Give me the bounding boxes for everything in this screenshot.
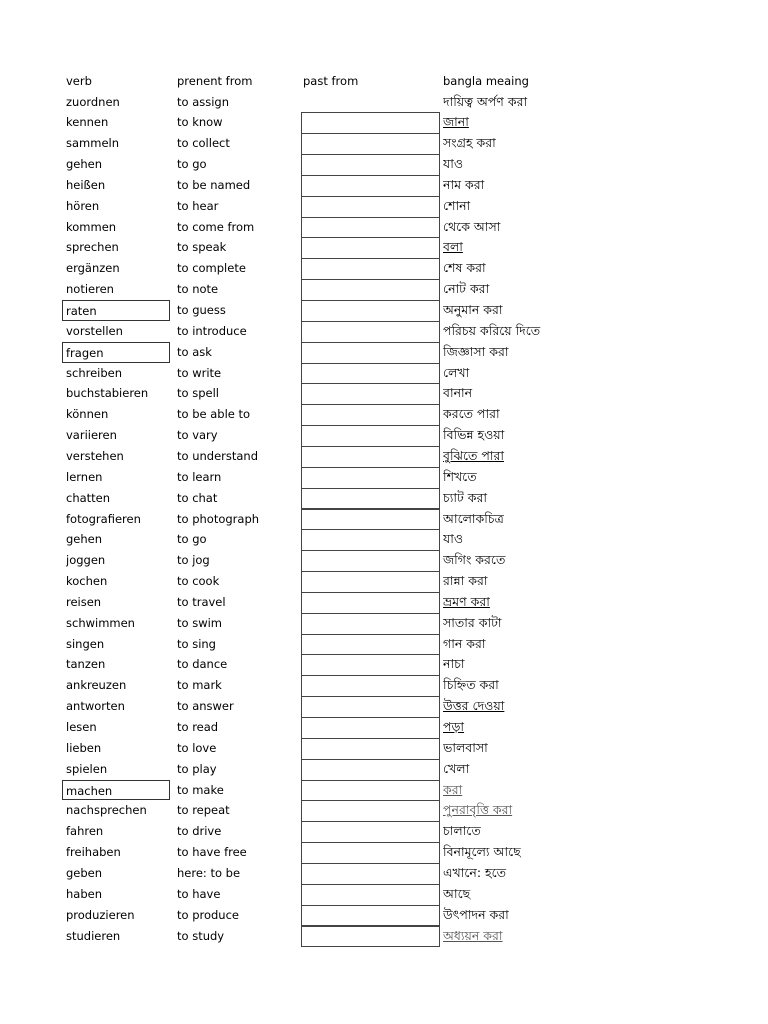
- past-form-input-box[interactable]: [301, 926, 440, 948]
- bangla-meaning-cell: উৎপাদন করা: [443, 906, 509, 922]
- bangla-meaning-cell: চ্যাট করা: [443, 489, 488, 505]
- bangla-meaning-cell: সাতার কাটা: [443, 614, 502, 630]
- verb-cell: joggen: [66, 553, 106, 568]
- table-row: [0, 321, 768, 342]
- table-row: [0, 738, 768, 759]
- table-row: [0, 404, 768, 425]
- table-row: [0, 717, 768, 738]
- bangla-meaning-cell: বিনামূল্যে আছে: [443, 844, 521, 860]
- bangla-meaning-cell: যাও: [443, 531, 464, 547]
- table-row: [0, 300, 768, 321]
- past-form-input-box[interactable]: [301, 696, 440, 718]
- present-form-cell: to assign: [177, 94, 230, 109]
- bangla-meaning-cell: দায়িত্ব অর্পণ করা: [443, 93, 528, 109]
- header-verb: verb: [66, 74, 92, 88]
- verb-cell: ergänzen: [66, 261, 120, 276]
- verb-cell: haben: [66, 886, 102, 901]
- table-row: [0, 634, 768, 655]
- table-row: [0, 759, 768, 780]
- past-form-input-box[interactable]: [301, 342, 440, 364]
- bangla-meaning-cell: শেষ করা: [443, 260, 486, 276]
- past-form-input-box[interactable]: [301, 112, 440, 134]
- table-row: [0, 842, 768, 863]
- table-row: [0, 363, 768, 384]
- bangla-meaning-cell: ভালবাসা: [443, 739, 488, 755]
- table-row: [0, 237, 768, 258]
- present-form-cell: to go: [177, 157, 207, 172]
- present-form-cell: to play: [177, 761, 217, 776]
- verb-cell: raten: [62, 300, 170, 321]
- present-form-cell: to know: [177, 115, 223, 130]
- bangla-meaning-cell: করা: [443, 781, 463, 797]
- past-form-input-box[interactable]: [301, 905, 440, 927]
- verb-cell: gehen: [66, 157, 103, 172]
- table-row: [0, 780, 768, 801]
- table-row: [0, 509, 768, 530]
- verb-cell: studieren: [66, 928, 121, 943]
- table-row: [0, 905, 768, 926]
- table-row: [0, 342, 768, 363]
- table-row: [0, 92, 768, 113]
- bangla-meaning-cell: বিভিন্ন হওয়া: [443, 427, 505, 443]
- bangla-meaning-cell: অনুমান করা: [443, 302, 503, 317]
- past-form-input-box[interactable]: [301, 488, 440, 510]
- present-form-cell: to note: [177, 282, 219, 297]
- present-form-cell: to repeat: [177, 803, 230, 818]
- present-form-cell: to come from: [177, 219, 255, 234]
- bangla-meaning-cell: শোনা: [443, 197, 471, 213]
- present-form-cell: to guess: [177, 303, 226, 317]
- past-form-input-box[interactable]: [301, 258, 440, 280]
- bangla-meaning-cell: জগিং করতে: [443, 552, 506, 568]
- table-row: [0, 488, 768, 509]
- table-row: [0, 196, 768, 217]
- past-form-input-box[interactable]: [301, 654, 440, 676]
- present-form-cell: here: to be: [177, 865, 241, 880]
- table-row: [0, 258, 768, 279]
- table-row: [0, 863, 768, 884]
- present-form-cell: to produce: [177, 907, 239, 922]
- past-form-input-box[interactable]: [301, 675, 440, 697]
- bangla-meaning-cell: পুনরাবৃত্তি করা: [443, 802, 513, 818]
- present-form-cell: to learn: [177, 469, 222, 484]
- past-form-input-box[interactable]: [301, 321, 440, 343]
- verb-cell: können: [66, 407, 109, 422]
- past-form-input-box[interactable]: [301, 237, 440, 259]
- verb-cell: zuordnen: [66, 94, 120, 109]
- past-form-input-box[interactable]: [301, 175, 440, 197]
- present-form-cell: to have: [177, 886, 221, 901]
- verb-cell: lesen: [66, 720, 97, 734]
- bangla-meaning-cell: চিহ্নিত করা: [443, 677, 499, 693]
- past-form-input-box[interactable]: [301, 613, 440, 635]
- past-form-input-box[interactable]: [301, 738, 440, 760]
- present-form-cell: to spell: [177, 386, 219, 401]
- bangla-meaning-cell: সংগ্রহ করা: [443, 135, 496, 151]
- present-form-cell: to have free: [177, 845, 247, 860]
- present-form-cell: to cook: [177, 574, 220, 589]
- past-form-input-box[interactable]: [301, 634, 440, 656]
- bangla-meaning-cell: পড়া: [443, 719, 465, 734]
- past-form-input-box[interactable]: [301, 863, 440, 885]
- bangla-meaning-cell: রান্না করা: [443, 573, 488, 589]
- verb-cell: vorstellen: [66, 323, 123, 338]
- bangla-meaning-cell: লেখা: [443, 364, 470, 380]
- verb-cell: schreiben: [66, 365, 123, 380]
- present-form-cell: to be able to: [177, 407, 251, 422]
- present-form-cell: to vary: [177, 428, 218, 443]
- verb-cell: singen: [66, 636, 105, 651]
- bangla-meaning-cell: আলোকচিত্র: [443, 510, 504, 526]
- header-past: past from: [303, 74, 359, 88]
- header-row: [0, 71, 768, 92]
- table-row: [0, 800, 768, 821]
- verb-cell: kochen: [66, 574, 108, 589]
- present-form-cell: to make: [177, 782, 224, 797]
- verb-cell: geben: [66, 865, 103, 880]
- present-form-cell: to mark: [177, 678, 222, 693]
- bangla-meaning-cell: জিজ্ঞাসা করা: [443, 343, 509, 359]
- present-form-cell: to dance: [177, 657, 228, 672]
- verb-cell: schwimmen: [66, 615, 135, 630]
- bangla-meaning-cell: পরিচয় করিয়ে দিতে: [443, 322, 541, 338]
- table-row: [0, 425, 768, 446]
- verb-cell: variieren: [66, 428, 117, 443]
- present-form-cell: to hear: [177, 198, 219, 213]
- past-form-input-box[interactable]: [301, 842, 440, 864]
- bangla-meaning-cell: নাচা: [443, 656, 465, 672]
- past-form-input-box[interactable]: [301, 780, 440, 802]
- verb-cell: lernen: [66, 469, 103, 484]
- bangla-meaning-cell: এখানে: হতে: [443, 864, 506, 880]
- table-row: [0, 133, 768, 154]
- verb-cell: chatten: [66, 490, 111, 505]
- bangla-meaning-cell: খেলা: [443, 760, 470, 776]
- present-form-cell: to collect: [177, 136, 230, 151]
- table-row: [0, 279, 768, 300]
- table-row: [0, 217, 768, 238]
- table-row: [0, 550, 768, 571]
- present-form-cell: to introduce: [177, 323, 247, 338]
- bangla-meaning-cell: অধ্যয়ন করা: [443, 927, 503, 943]
- verb-cell: gehen: [66, 532, 103, 547]
- present-form-cell: to go: [177, 532, 207, 547]
- past-form-input-box[interactable]: [301, 196, 440, 218]
- table-row: [0, 675, 768, 696]
- past-form-input-box[interactable]: [301, 529, 440, 551]
- verb-cell: kennen: [66, 115, 109, 130]
- verb-cell: fotografieren: [66, 511, 141, 526]
- table-row: [0, 112, 768, 133]
- table-row: [0, 821, 768, 842]
- table-row: [0, 696, 768, 717]
- table-row: [0, 884, 768, 905]
- past-form-input-box[interactable]: [301, 550, 440, 572]
- bangla-meaning-cell: বানান: [443, 385, 473, 401]
- bangla-meaning-cell: শিখতে: [443, 468, 477, 484]
- past-form-input-box[interactable]: [301, 363, 440, 385]
- past-form-input-box[interactable]: [301, 425, 440, 447]
- table-row: [0, 446, 768, 467]
- past-form-input-box[interactable]: [301, 217, 440, 239]
- present-form-cell: to sing: [177, 636, 216, 651]
- bangla-meaning-cell: গান করা: [443, 635, 486, 651]
- header-present: prenent from: [177, 74, 253, 88]
- verb-cell: verstehen: [66, 448, 124, 463]
- bangla-meaning-cell: করতে পারা: [443, 406, 500, 422]
- verb-cell: ankreuzen: [66, 678, 127, 693]
- present-form-cell: to answer: [177, 699, 234, 714]
- present-form-cell: to complete: [177, 261, 246, 276]
- past-form-input-box[interactable]: [301, 279, 440, 301]
- past-form-input-box[interactable]: [301, 800, 440, 822]
- present-form-cell: to jog: [177, 553, 210, 568]
- header-bangla: bangla meaing: [443, 74, 529, 88]
- table-row: [0, 383, 768, 404]
- verb-cell: kommen: [66, 219, 117, 234]
- verb-cell: reisen: [66, 594, 102, 609]
- present-form-cell: to travel: [177, 594, 226, 609]
- past-form-input-box[interactable]: [301, 404, 440, 426]
- present-form-cell: to ask: [177, 344, 212, 359]
- verb-cell: spielen: [66, 761, 108, 776]
- verb-cell: nachsprechen: [66, 803, 147, 818]
- present-form-cell: to chat: [177, 490, 218, 505]
- verb-cell: buchstabieren: [66, 386, 149, 401]
- table-row: [0, 613, 768, 634]
- bangla-meaning-cell: থেকে আসা: [443, 218, 501, 234]
- present-form-cell: to be named: [177, 177, 251, 192]
- verb-cell: sprechen: [66, 240, 119, 255]
- table-row: [0, 154, 768, 175]
- present-form-cell: to love: [177, 740, 217, 755]
- bangla-meaning-cell: নোট করা: [443, 281, 490, 297]
- verb-cell: heißen: [66, 177, 106, 192]
- table-row: [0, 529, 768, 550]
- present-form-cell: to study: [177, 928, 225, 943]
- verb-cell: hören: [66, 198, 100, 213]
- bangla-meaning-cell: আছে: [443, 885, 471, 901]
- past-form-input-box[interactable]: [301, 467, 440, 489]
- present-form-cell: to write: [177, 365, 222, 380]
- verb-cell: fragen: [62, 342, 170, 363]
- verb-cell: produzieren: [66, 907, 135, 922]
- table-row: [0, 926, 768, 947]
- past-form-input-box[interactable]: [301, 717, 440, 739]
- bangla-meaning-cell: ভ্রমণ করা: [443, 593, 490, 609]
- past-form-input-box[interactable]: [301, 133, 440, 155]
- bangla-meaning-cell: চালাতে: [443, 823, 481, 839]
- bangla-meaning-cell: উত্তর দেওয়া: [443, 698, 505, 714]
- bangla-meaning-cell: বুঝিতে পারা: [443, 447, 504, 463]
- past-form-input-box[interactable]: [301, 446, 440, 468]
- table-row: [0, 592, 768, 613]
- past-form-input-box[interactable]: [301, 509, 440, 531]
- table-row: [0, 467, 768, 488]
- table-row: [0, 654, 768, 675]
- verb-cell: machen: [62, 780, 170, 801]
- past-form-input-box[interactable]: [301, 884, 440, 906]
- present-form-cell: to swim: [177, 615, 222, 630]
- present-form-cell: to drive: [177, 824, 222, 839]
- past-form-input-box[interactable]: [301, 154, 440, 176]
- bangla-meaning-cell: নাম করা: [443, 176, 485, 192]
- bangla-meaning-cell: বলা: [443, 239, 463, 255]
- verb-cell: tanzen: [66, 657, 106, 672]
- past-form-input-box[interactable]: [301, 759, 440, 781]
- bangla-meaning-cell: যাও: [443, 156, 464, 172]
- present-form-cell: to understand: [177, 448, 259, 463]
- verb-cell: freihaben: [66, 845, 121, 860]
- present-form-cell: to photograph: [177, 511, 260, 526]
- verb-cell: notieren: [66, 282, 114, 297]
- past-form-input-box[interactable]: [301, 821, 440, 843]
- verb-cell: sammeln: [66, 136, 120, 151]
- bangla-meaning-cell: জানা: [443, 114, 469, 130]
- verb-cell: antworten: [66, 699, 125, 714]
- table-row: [0, 175, 768, 196]
- table-row: [0, 571, 768, 592]
- present-form-cell: to speak: [177, 240, 227, 255]
- past-form-input-box[interactable]: [301, 571, 440, 593]
- past-form-input-box[interactable]: [301, 300, 440, 322]
- verb-cell: fahren: [66, 824, 104, 839]
- past-form-input-box[interactable]: [301, 592, 440, 614]
- past-form-input-box[interactable]: [301, 383, 440, 405]
- present-form-cell: to read: [177, 720, 219, 734]
- verb-cell: lieben: [66, 740, 102, 755]
